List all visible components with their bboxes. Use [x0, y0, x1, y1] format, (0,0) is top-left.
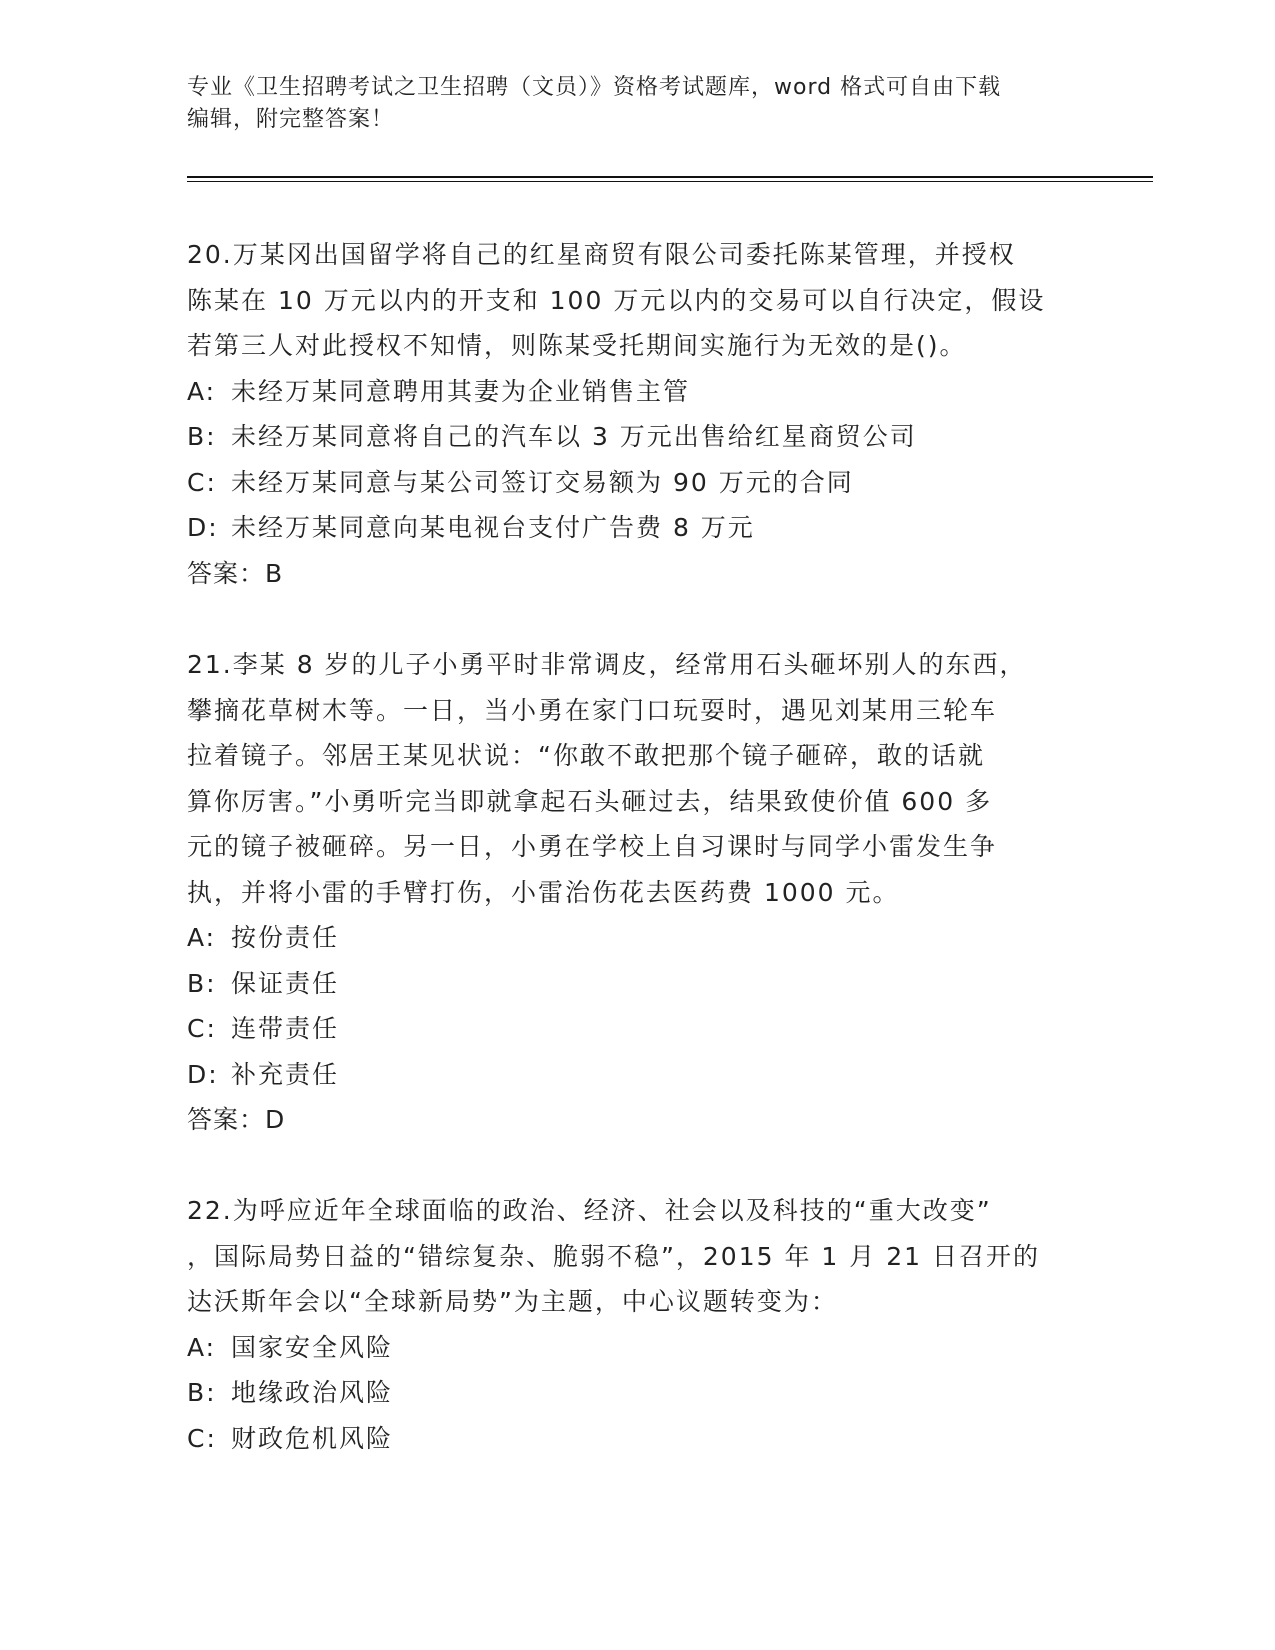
- option-letter: B:: [187, 968, 217, 998]
- option-b: [187, 414, 1087, 460]
- header-divider-thick: [187, 176, 1153, 178]
- option-text: 未经万某同意与某公司签订交易额为 90 万元的合同: [231, 467, 854, 497]
- option-text: 未经万某同意将自己的汽车以 3 万元出售给红星商贸公司: [231, 422, 917, 451]
- option-a: [187, 369, 1087, 415]
- header-line-1: 专业《卫生招聘考试之卫生招聘（文员）》资格考试题库，word 格式可自由下载: [187, 75, 1002, 100]
- question-stem-line: 22.为呼应近年全球面临的政治、经济、社会以及科技的“重大改变”: [187, 1196, 992, 1225]
- option-letter: D:: [187, 513, 219, 542]
- option-d: [187, 505, 1087, 551]
- question-stem-line: 攀摘花草树木等。一日，当小勇在家门口玩耍时，遇见刘某用三轮车: [187, 695, 998, 725]
- header-line-2: 编辑，附完整答案！: [187, 107, 395, 132]
- question-stem-line: 达沃斯年会以“全球新局势”为主题，中心议题转变为：: [187, 1287, 838, 1316]
- option-letter: A:: [187, 1332, 217, 1362]
- option-text: 未经万某同意向某电视台支付广告费 8 万元: [231, 513, 755, 542]
- option-a: [187, 1325, 1087, 1371]
- option-text: 地缘政治风险: [231, 1378, 394, 1407]
- question-21: [187, 642, 1087, 1143]
- option-text: 按份责任: [231, 923, 340, 952]
- option-text: 连带责任: [231, 1014, 340, 1043]
- option-text: 国家安全风险: [231, 1332, 394, 1362]
- answer-line: 答案：D: [187, 1105, 286, 1134]
- option-letter: C:: [187, 1014, 217, 1043]
- question-stem-line: 拉着镜子。邻居王某见状说：“你敢不敢把那个镜子砸碎，敢的话就: [187, 741, 985, 770]
- option-b: [187, 1370, 1087, 1416]
- option-text: 未经万某同意聘用其妻为企业销售主管: [231, 376, 691, 406]
- option-letter: A:: [187, 923, 217, 952]
- question-stem-line: 20.万某冈出国留学将自己的红星商贸有限公司委托陈某管理，并授权: [187, 240, 1016, 269]
- option-letter: A:: [187, 376, 217, 406]
- option-c: [187, 460, 1087, 506]
- option-text: 补充责任: [231, 1059, 340, 1089]
- question-stem-line: 陈某在 10 万元以内的开支和 100 万元以内的交易可以自行决定，假设: [187, 285, 1046, 315]
- question-stem-line: 元的镜子被砸碎。另一日，小勇在学校上自习课时与同学小雷发生争: [187, 832, 998, 861]
- option-d: [187, 1052, 1087, 1098]
- question-20: [187, 232, 1087, 596]
- header-divider-thin: [187, 181, 1153, 182]
- question-stem-line: ，国际局势日益的“错综复杂、脆弱不稳”，2015 年 1 月 21 日召开的: [187, 1241, 1040, 1271]
- question-stem-line: 若第三人对此授权不知情，则陈某受托期间实施行为无效的是()。: [187, 331, 967, 360]
- option-c: [187, 1006, 1087, 1052]
- question-stem-line: 21.李某 8 岁的儿子小勇平时非常调皮，经常用石头砸坏别人的东西，: [187, 650, 1027, 679]
- option-c: [187, 1416, 1087, 1462]
- option-letter: D:: [187, 1059, 219, 1089]
- option-text: 财政危机风险: [231, 1423, 394, 1453]
- option-letter: C:: [187, 467, 217, 497]
- document-header: [187, 72, 1087, 136]
- option-b: [187, 961, 1087, 1007]
- option-a: [187, 915, 1087, 961]
- option-letter: C:: [187, 1423, 217, 1453]
- question-22: [187, 1188, 1087, 1461]
- option-letter: B:: [187, 1378, 217, 1407]
- option-letter: B:: [187, 422, 217, 451]
- question-stem-line: 算你厉害。”小勇听完当即就拿起石头砸过去，结果致使价值 600 多: [187, 786, 993, 816]
- answer-line: 答案：B: [187, 558, 284, 588]
- question-stem-line: 执，并将小雷的手臂打伤，小雷治伤花去医药费 1000 元。: [187, 877, 900, 907]
- option-text: 保证责任: [231, 968, 340, 998]
